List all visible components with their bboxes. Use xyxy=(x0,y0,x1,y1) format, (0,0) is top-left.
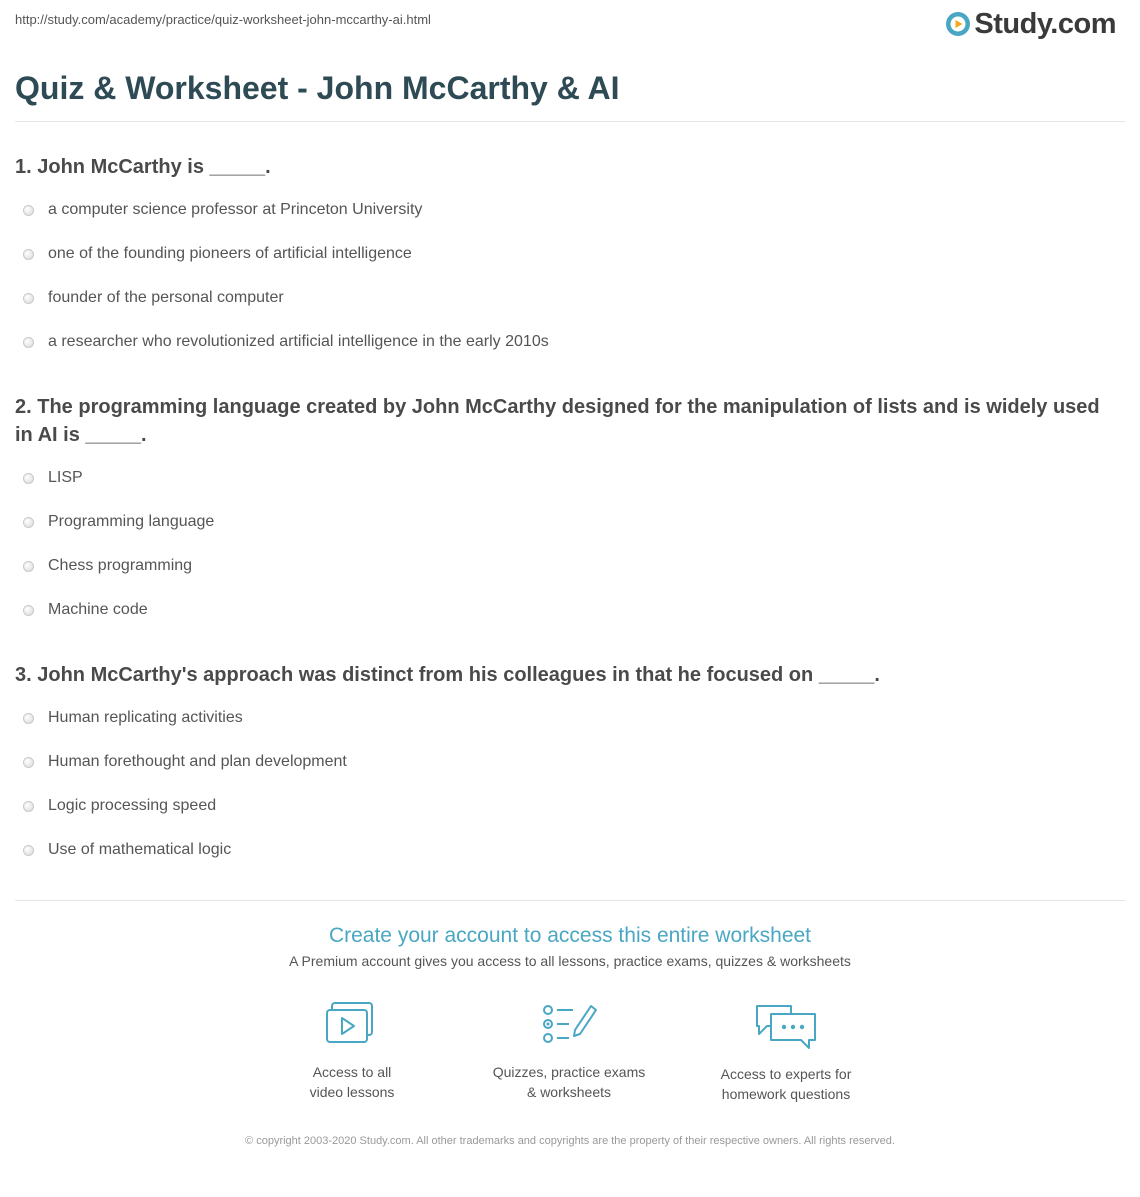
option-label: Machine code xyxy=(48,601,148,618)
feature-label xyxy=(252,1062,452,1102)
radio-button[interactable] xyxy=(23,293,34,304)
cta-subtitle: A Premium account gives you access to all lessons, practice exams, quizzes & worksheets xyxy=(289,953,851,969)
radio-button[interactable] xyxy=(23,337,34,348)
radio-button[interactable] xyxy=(23,249,34,260)
divider xyxy=(15,900,1125,901)
feature-line: Access to experts for xyxy=(720,1066,852,1082)
logo-text: Study.com xyxy=(974,7,1116,40)
option-3d[interactable] xyxy=(15,828,1105,872)
option-label: Use of mathematical logic xyxy=(48,841,232,858)
radio-button[interactable] xyxy=(23,473,34,484)
option-2d[interactable] xyxy=(15,588,1105,632)
feature-experts xyxy=(686,1000,886,1104)
radio-button[interactable] xyxy=(23,205,34,216)
radio-button[interactable] xyxy=(23,561,34,572)
options-list xyxy=(15,696,1105,872)
question-text: 1. John McCarthy is _____. xyxy=(15,156,271,178)
feature-quizzes xyxy=(469,1000,669,1102)
study-logo[interactable] xyxy=(945,6,1116,42)
chat-experts-icon xyxy=(753,1000,819,1054)
option-3a[interactable] xyxy=(15,696,1105,740)
option-label: Programming language xyxy=(48,513,215,530)
video-lessons-icon xyxy=(322,1000,382,1052)
option-1c[interactable] xyxy=(15,276,1105,320)
question-3 xyxy=(15,661,1105,872)
radio-button[interactable] xyxy=(23,757,34,768)
option-3c[interactable] xyxy=(15,784,1105,828)
cta-title[interactable]: Create your account to access this entire worksheet xyxy=(328,924,812,947)
option-label: founder of the personal computer xyxy=(48,289,284,306)
question-text: 3. John McCarthy's approach was distinct from his colleagues in that he focused on _____. xyxy=(15,664,880,686)
page-title: Quiz & Worksheet - John McCarthy & AI xyxy=(15,70,620,106)
quiz-checklist-icon xyxy=(539,1000,599,1052)
radio-button[interactable] xyxy=(23,605,34,616)
option-label: Human forethought and plan development xyxy=(48,753,347,770)
radio-button[interactable] xyxy=(23,845,34,856)
play-logo-icon xyxy=(945,11,971,37)
options-list xyxy=(15,456,1105,632)
feature-label xyxy=(686,1064,886,1104)
option-2c[interactable] xyxy=(15,544,1105,588)
option-3b[interactable] xyxy=(15,740,1105,784)
feature-video-lessons xyxy=(252,1000,452,1102)
radio-button[interactable] xyxy=(23,517,34,528)
option-label: one of the founding pioneers of artificial intelligence xyxy=(48,245,412,262)
option-label: Human replicating activities xyxy=(48,709,243,726)
option-1b[interactable] xyxy=(15,232,1105,276)
page-url: http://study.com/academy/practice/quiz-worksheet-john-mccarthy-ai.html xyxy=(15,12,431,27)
radio-button[interactable] xyxy=(23,713,34,724)
option-2a[interactable] xyxy=(15,456,1105,500)
question-text: 2. The programming language created by John McCarthy designed for the manipulation of lists and is widely used in AI is _____. xyxy=(15,396,1100,446)
option-label: Logic processing speed xyxy=(48,797,217,814)
option-label: Chess programming xyxy=(48,557,193,574)
options-list xyxy=(15,188,1105,364)
feature-line: Access to all xyxy=(312,1064,392,1080)
feature-line: Quizzes, practice exams xyxy=(492,1064,646,1080)
question-2 xyxy=(15,393,1105,632)
option-2b[interactable] xyxy=(15,500,1105,544)
feature-line: homework questions xyxy=(721,1086,851,1102)
feature-line: & worksheets xyxy=(526,1084,612,1100)
question-1 xyxy=(15,153,1105,364)
option-1a[interactable] xyxy=(15,188,1105,232)
radio-button[interactable] xyxy=(23,801,34,812)
footer-copyright: © copyright 2003-2020 Study.com. All other trademarks and copyrights are the property of their respective owners. All rights reserved. xyxy=(245,1135,895,1147)
option-label: a computer science professor at Princeton University xyxy=(48,201,423,218)
divider xyxy=(15,121,1125,122)
option-1d[interactable] xyxy=(15,320,1105,364)
option-label: LISP xyxy=(48,469,83,486)
feature-line: video lessons xyxy=(309,1084,395,1100)
feature-label xyxy=(469,1062,669,1102)
option-label: a researcher who revolutionized artificial intelligence in the early 2010s xyxy=(48,333,549,350)
